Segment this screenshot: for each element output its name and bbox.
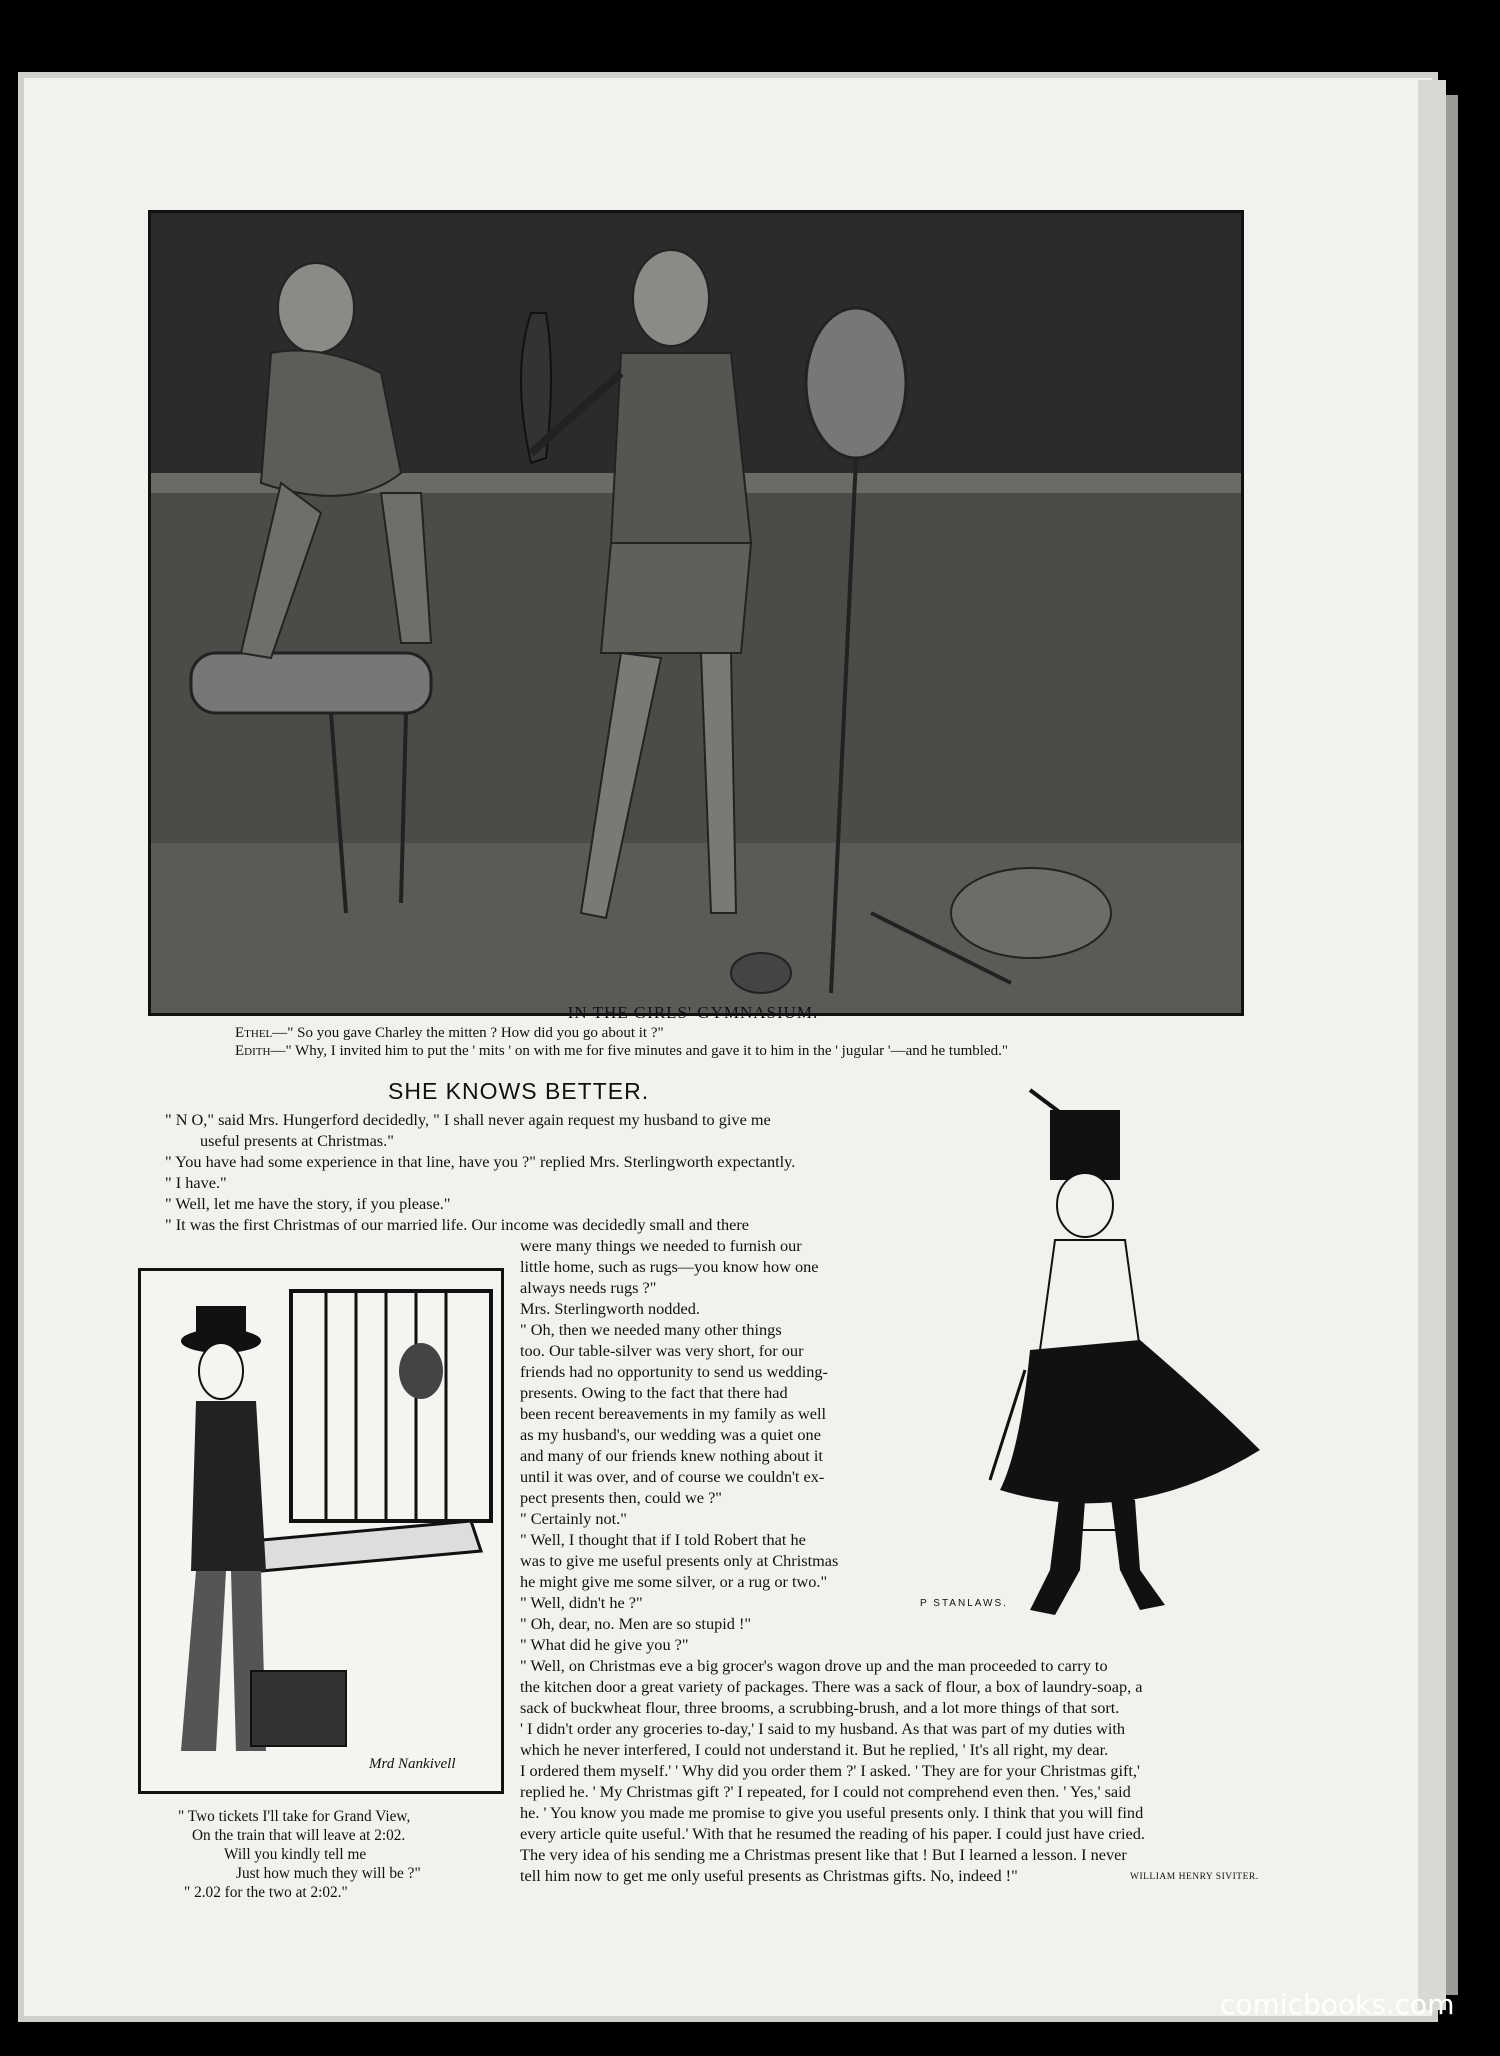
story-column-line: " Well, didn't he ?" [520, 1593, 643, 1612]
story-column-line: as my husband's, our wedding was a quiet one [520, 1425, 821, 1444]
watermark: comicbooks.com [1220, 1988, 1455, 2021]
story-bottom-line: I ordered them myself.' ' Why did you order them ?' I asked. ' They are for your Christmas gift,' [520, 1761, 1140, 1780]
story-bottom-line: every article quite useful.' With that he resumed the reading of his paper. I could just have cried. [520, 1824, 1145, 1843]
poem-line: " 2.02 for the two at 2:02." [184, 1884, 348, 1901]
story-line: useful presents at Christmas." [200, 1131, 394, 1150]
illustrator-signature: P STANLAWS. [920, 1598, 1008, 1609]
gymnasium-illustration [148, 210, 1244, 1016]
poem-line: " Two tickets I'll take for Grand View, [178, 1808, 411, 1825]
story-column-line: presents. Owing to the fact that there had [520, 1383, 788, 1402]
gymnasium-figures [151, 213, 1241, 1013]
poem-line: Just how much they will be ?" [236, 1865, 421, 1882]
story-column-line: " Well, I thought that if I told Robert that he [520, 1530, 806, 1549]
edith-dialogue: —" Why, I invited him to put the ' mits ' on with me for five minutes and gave it to him in the ' jugular '—and he tumbled." [270, 1043, 1008, 1059]
ethel-dialogue: —" So you gave Charley the mitten ? How did you go about it ?" [272, 1025, 664, 1041]
story-column-line: always needs rugs ?" [520, 1278, 657, 1297]
gymnasium-caption-title: IN THE GIRLS' GYMNASIUM. [567, 1003, 819, 1022]
story-bottom-line: the kitchen door a great variety of packages. There was a sack of flour, a box of laundry-soap, a [520, 1677, 1143, 1696]
story-line: " You have had some experience in that line, have you ?" replied Mrs. Sterlingworth expectantly. [165, 1152, 796, 1171]
woman-illustration [880, 1070, 1280, 1660]
story-column-line: Mrs. Sterlingworth nodded. [520, 1299, 700, 1318]
story-bottom-line: The very idea of his sending me a Christmas present like that ! But I learned a lesson. I never [520, 1845, 1127, 1864]
story-line: " I have." [165, 1173, 227, 1192]
story-column-line: " What did he give you ?" [520, 1635, 689, 1654]
page-edge [1418, 80, 1446, 2010]
story-column-line: friends had no opportunity to send us wedding- [520, 1362, 828, 1381]
speaker-edith: Edith [235, 1043, 271, 1059]
caption-line-ethel [235, 1025, 664, 1042]
speaker-ethel: Ethel [235, 1025, 273, 1041]
story-line: " Well, let me have the story, if you please." [165, 1194, 451, 1213]
story-bottom-line: he. ' You know you made me promise to give you useful presents only. I think that you will find [520, 1803, 1144, 1822]
story-column-line: until it was over, and of course we couldn't ex- [520, 1467, 825, 1486]
ticket-window-cartoon [138, 1268, 504, 1794]
ticket-window-drawing [141, 1271, 501, 1791]
story-bottom-line: tell him now to get me only useful presents as Christmas gifts. No, indeed !" [520, 1866, 1018, 1885]
story-column-line: pect presents then, could we ?" [520, 1488, 722, 1507]
cartoonist-signature: Mrd Nankivell [369, 1756, 456, 1772]
story-column-line: too. Our table-silver was very short, for our [520, 1341, 804, 1360]
story-column-line: little home, such as rugs—you know how one [520, 1257, 819, 1276]
story-column-line: were many things we needed to furnish our [520, 1236, 802, 1255]
story-bottom-line: which he never interfered, I could not understand it. But he replied, ' It's all right, my dear. [520, 1740, 1109, 1759]
story-bottom-line: ' I didn't order any groceries to-day,' I said to my husband. As that was part of my duties with [520, 1719, 1126, 1738]
story-column-line: and many of our friends knew nothing about it [520, 1446, 823, 1465]
story-bottom-line: sack of buckwheat flour, three brooms, a scrubbing-brush, and a lot more things of that sort. [520, 1698, 1120, 1717]
story-line: " It was the first Christmas of our married life. Our income was decidedly small and there [165, 1215, 750, 1234]
story-column-line: " Oh, then we needed many other things [520, 1320, 782, 1339]
poem-line: Will you kindly tell me [224, 1846, 367, 1863]
story-column-line: was to give me useful presents only at Christmas [520, 1551, 839, 1570]
story-author: WILLIAM HENRY SIVITER. [1130, 1872, 1259, 1882]
story-bottom-line: replied he. ' My Christmas gift ?' I repeated, for I could not comprehend even then. ' Yes,' said [520, 1782, 1131, 1801]
story-column-line: he might give me some silver, or a rug or two." [520, 1572, 828, 1591]
page-edge-shadow [1446, 95, 1458, 1995]
story-column-line: been recent bereavements in my family as well [520, 1404, 827, 1423]
poem-line: On the train that will leave at 2:02. [192, 1827, 406, 1844]
story-bottom-line: " Well, on Christmas eve a big grocer's wagon drove up and the man proceeded to carry to [520, 1656, 1108, 1675]
story-heading: SHE KNOWS BETTER. [388, 1078, 650, 1104]
caption-line-edith [235, 1043, 1008, 1060]
story-line: " N O," said Mrs. Hungerford decidedly, " I shall never again request my husband to give me [165, 1110, 771, 1129]
story-column-line: " Certainly not." [520, 1509, 627, 1528]
story-column-line: " Oh, dear, no. Men are so stupid !" [520, 1614, 752, 1633]
